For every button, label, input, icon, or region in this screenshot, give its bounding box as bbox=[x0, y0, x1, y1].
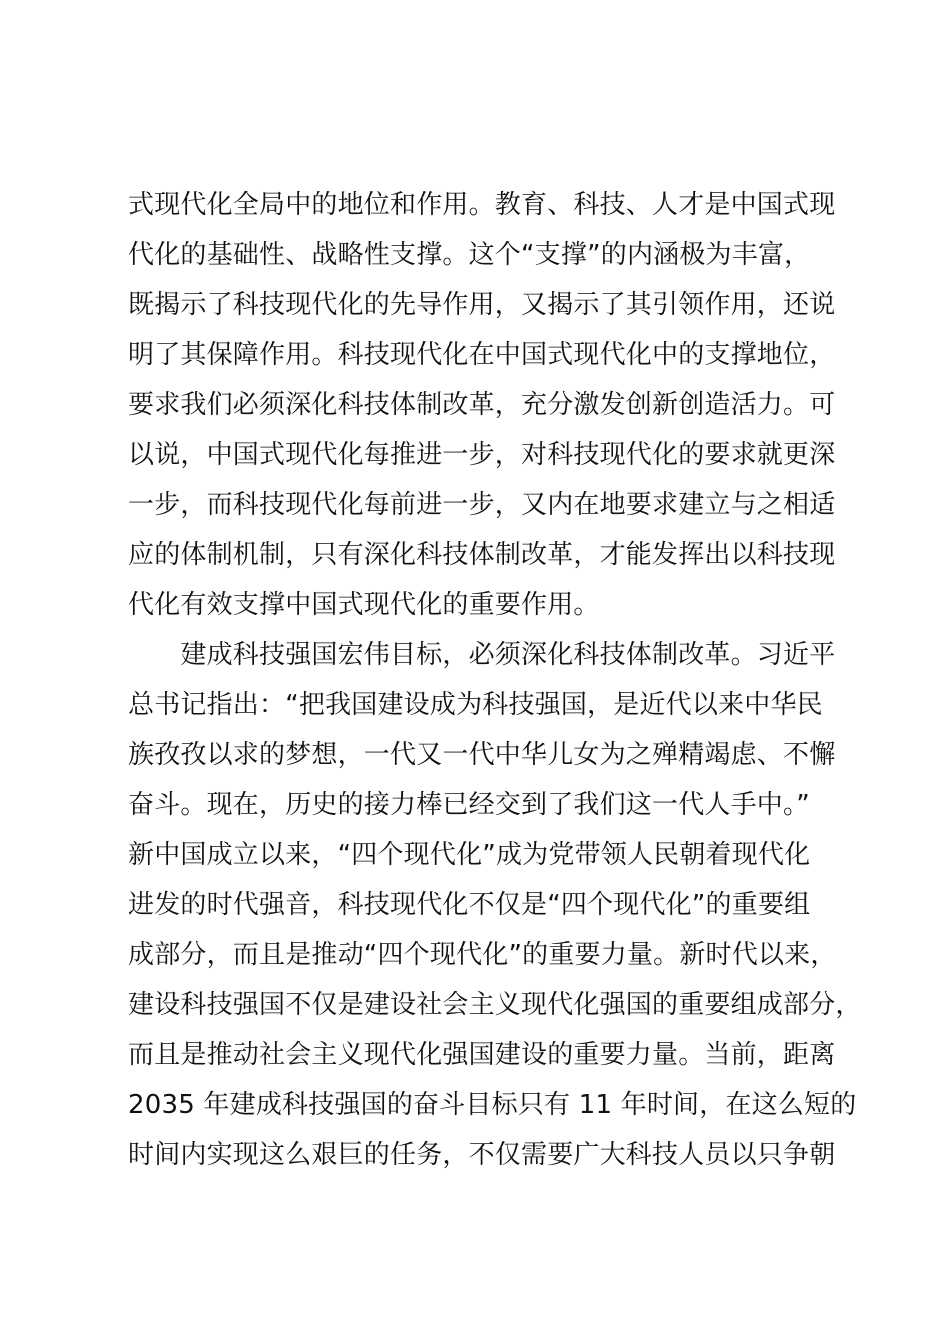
text-line: 成部分，而且是推动“四个现代化”的重要力量。新时代以来， bbox=[128, 940, 837, 970]
text-line: 族孜孜以求的梦想，一代又一代中华儿女为之殚精竭虑、不懈 bbox=[128, 740, 836, 770]
text-line: 以说，中国式现代化每推进一步，对科技现代化的要求就更深 bbox=[128, 440, 836, 470]
body-text bbox=[128, 180, 862, 1180]
text-line: 要求我们必须深化科技体制改革，充分激发创新创造活力。可 bbox=[128, 390, 836, 420]
text-line: 建设科技强国不仅是建设社会主义现代化强国的重要组成部分， bbox=[128, 990, 862, 1020]
text-line: 而且是推动社会主义现代化强国建设的重要力量。当前，距离 bbox=[128, 1040, 836, 1070]
text-line: 一步，而科技现代化每前进一步，又内在地要求建立与之相适 bbox=[128, 490, 836, 520]
text-line: 总书记指出：“把我国建设成为科技强国，是近代以来中华民 bbox=[128, 690, 823, 720]
text-line: 代化的基础性、战略性支撑。这个“支撑”的内涵极为丰富， bbox=[128, 240, 811, 270]
text-line: 时间内实现这么艰巨的任务，不仅需要广大科技人员以只争朝 bbox=[128, 1140, 836, 1170]
text-line: 代化有效支撑中国式现代化的重要作用。 bbox=[128, 590, 600, 620]
text-line: 建成科技强国宏伟目标，必须深化科技体制改革。习近平 bbox=[128, 640, 836, 670]
text-line: 奋斗。现在，历史的接力棒已经交到了我们这一代人手中。” bbox=[128, 790, 810, 820]
text-line: 2035 年建成科技强国的奋斗目标只有 11 年时间，在这么短的 bbox=[128, 1090, 857, 1120]
text-line: 应的体制机制，只有深化科技体制改革，才能发挥出以科技现 bbox=[128, 540, 836, 570]
text-line: 新中国成立以来，“四个现代化”成为党带领人民朝着现代化 bbox=[128, 840, 811, 870]
text-line: 式现代化全局中的地位和作用。教育、科技、人才是中国式现 bbox=[128, 190, 836, 220]
text-line: 进发的时代强音，科技现代化不仅是“四个现代化”的重要组 bbox=[128, 890, 811, 920]
text-line: 既揭示了科技现代化的先导作用，又揭示了其引领作用，还说 bbox=[128, 290, 836, 320]
text-line: 明了其保障作用。科技现代化在中国式现代化中的支撑地位， bbox=[128, 340, 836, 370]
